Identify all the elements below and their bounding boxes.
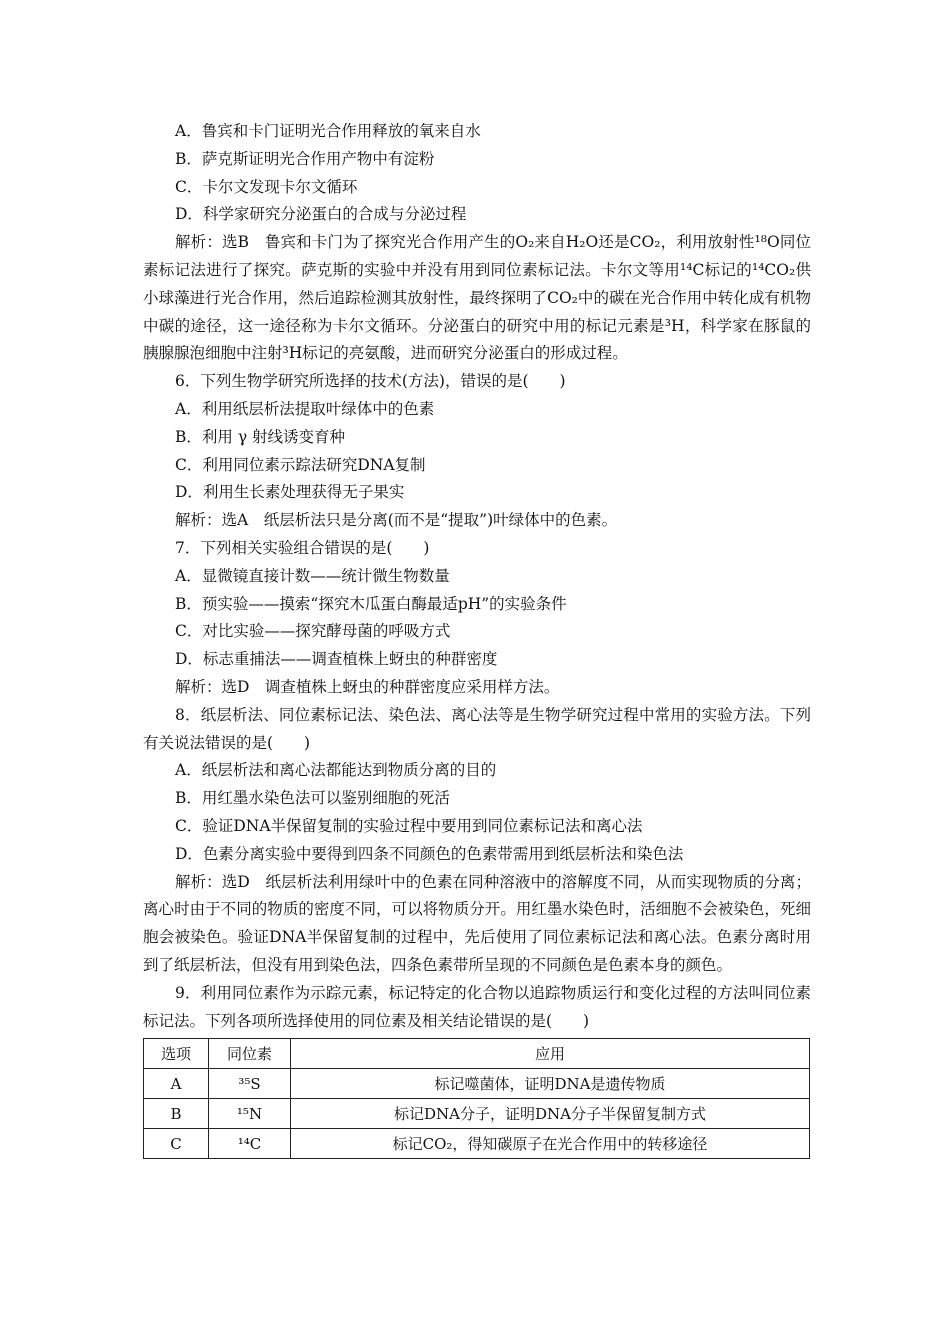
table-cell: ¹⁵N: [209, 1099, 291, 1129]
q9-stem: 9．利用同位素作为示踪元素，标记特定的化合物以追踪物质运行和变化过程的方法叫同位素标记法。下列各项所选择使用的同位素及相关结论错误的是( ): [143, 983, 811, 1030]
q6-option-b: B．利用 γ 射线诱变育种: [175, 427, 346, 446]
q6-option-a: A．利用纸层析法提取叶绿体中的色素: [175, 399, 435, 418]
q8-option-b: B．用红墨水染色法可以鉴别细胞的死活: [175, 789, 450, 808]
q7-stem: 7．下列相关实验组合错误的是( ): [175, 538, 430, 557]
table-cell: ³⁵S: [209, 1069, 291, 1099]
table-header-cell: 应用: [291, 1039, 810, 1069]
q6-option-c: C．利用同位素示踪法研究DNA复制: [175, 455, 426, 474]
q7-option-d: D．标志重捕法——调查植株上蚜虫的种群密度: [175, 650, 498, 669]
q7-explanation: 解析：选D 调查植株上蚜虫的种群密度应采用样方法。: [175, 677, 560, 696]
q5-option-d: D．科学家研究分泌蛋白的合成与分泌过程: [175, 205, 467, 224]
table-header-row: [144, 1039, 810, 1069]
isotope-table: [143, 1038, 810, 1159]
table-header-cell: 选项: [144, 1039, 209, 1069]
q5-option-c: C．卡尔文发现卡尔文循环: [175, 177, 358, 196]
q8-explanation: 解析：选D 纸层析法利用绿叶中的色素在同种溶液中的溶解度不同，从而实现物质的分离；离心时由于不同的物质的密度不同，可以将物质分开。用红墨水染色时，活细胞不会被染色，死细胞会被染色。验证DNA半保留复制的过程中，先后使用了同位素标记法和离心法。色素分离时用到了纸层析法，但没有用到染色法，四条色素带所呈现的不同颜色是色素本身的颜色。: [143, 872, 811, 974]
table-cell: 标记CO₂，得知碳原子在光合作用中的转移途径: [291, 1129, 810, 1159]
table-cell: A: [144, 1069, 209, 1099]
table-row: [144, 1129, 810, 1159]
table-cell: C: [144, 1129, 209, 1159]
q6-option-d: D．利用生长素处理获得无子果实: [175, 483, 405, 502]
q8-stem: 8．纸层析法、同位素标记法、染色法、离心法等是生物学研究过程中常用的实验方法。下列有关说法错误的是( ): [143, 705, 811, 752]
q7-option-c: C．对比实验——探究酵母菌的呼吸方式: [175, 622, 451, 641]
q6-explanation: 解析：选A 纸层析法只是分离(而不是“提取”)叶绿体中的色素。: [175, 511, 618, 530]
q5-explanation: 解析：选B 鲁宾和卡门为了探究光合作用产生的O₂来自H₂O还是CO₂，利用放射性¹⁸O同位素标记法进行了探究。萨克斯的实验中并没有用到同位素标记法。卡尔文等用¹⁴C标记的¹⁴CO₂供小球藻进行光合作用，然后追踪检测其放射性，最终探明了CO₂中的碳在光合作用中转化成有机物中碳的途径，这一途径称为卡尔文循环。分泌蛋白的研究中用的标记元素是³H，科学家在豚鼠的胰腺腺泡细胞中注射³H标记的亮氨酸，进而研究分泌蛋白的形成过程。: [143, 233, 811, 363]
table-cell: 标记噬菌体，证明DNA是遗传物质: [291, 1069, 810, 1099]
q8-option-d: D．色素分离实验中要得到四条不同颜色的色素带需用到纸层析法和染色法: [175, 844, 684, 863]
table-cell: 标记DNA分子，证明DNA分子半保留复制方式: [291, 1099, 810, 1129]
q5-option-b: B．萨克斯证明光合作用产物中有淀粉: [175, 149, 435, 168]
q7-option-a: A．显微镜直接计数——统计微生物数量: [175, 566, 450, 585]
q7-option-b: B．预实验——摸索“探究木瓜蛋白酶最适pH”的实验条件: [175, 594, 567, 613]
table-row: [144, 1099, 810, 1129]
q6-stem: 6．下列生物学研究所选择的技术(方法)，错误的是( ): [175, 372, 566, 391]
q8-option-a: A．纸层析法和离心法都能达到物质分离的目的: [175, 761, 497, 780]
document-page: [143, 118, 811, 1159]
table-header-cell: 同位素: [209, 1039, 291, 1069]
table-cell: ¹⁴C: [209, 1129, 291, 1159]
q8-option-c: C．验证DNA半保留复制的实验过程中要用到同位素标记法和离心法: [175, 816, 643, 835]
table-row: [144, 1069, 810, 1099]
table-cell: B: [144, 1099, 209, 1129]
q5-option-a: A．鲁宾和卡门证明光合作用释放的氧来自水: [175, 122, 481, 140]
